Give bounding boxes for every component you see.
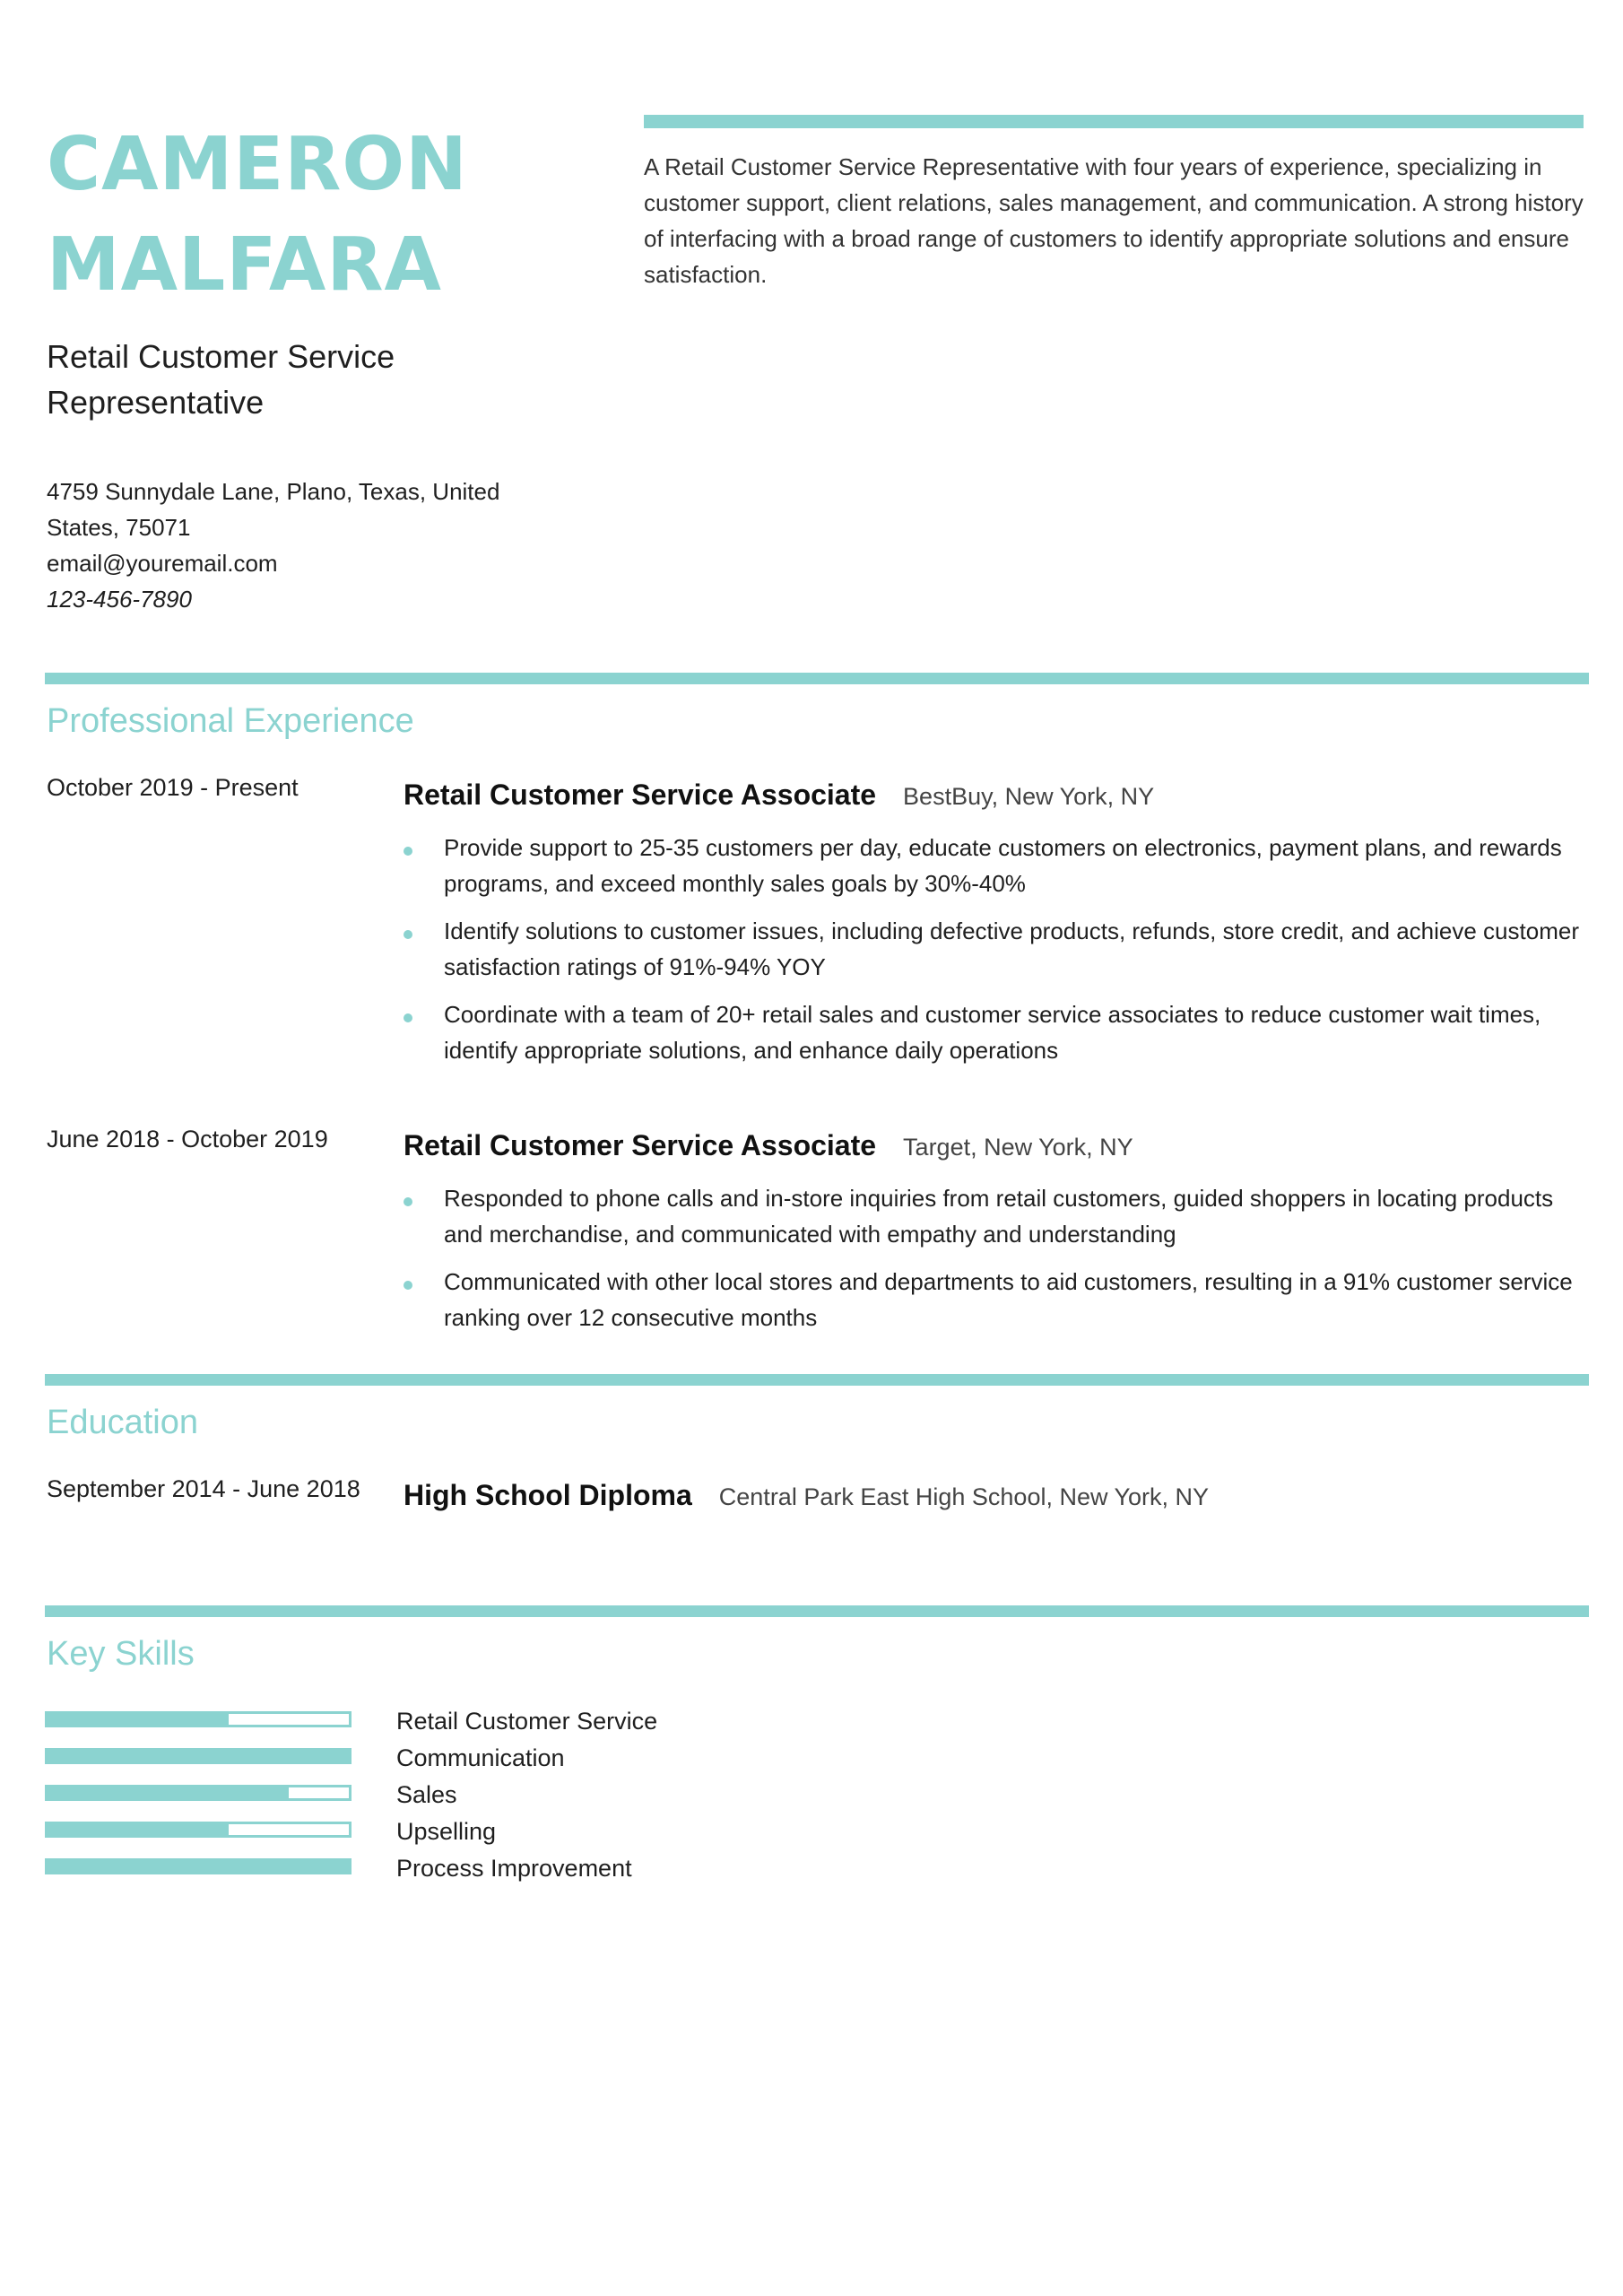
skills-list (45, 1703, 852, 1887)
skill-row (45, 1740, 852, 1777)
skill-level-bar (45, 1748, 352, 1764)
job-2-bullets (404, 1180, 1587, 1347)
skills-heading: Key Skills (47, 1635, 195, 1673)
bullet-dot-icon (404, 1197, 412, 1206)
list-item (404, 830, 1587, 901)
school: Central Park East High School, New York, NY (718, 1483, 1210, 1510)
skill-level-bar (45, 1858, 352, 1874)
education-date: September 2014 - June 2018 (47, 1475, 360, 1502)
bullet-text: Coordinate with a team of 20+ retail sales and customer service associates to reduce customer wait times, identify appropriate solutions, and enhance daily operations (444, 1001, 1541, 1064)
profile-summary: A Retail Customer Service Representative with four years of experience, specializing in customer support, client relations, sales management, and communication. A strong history of interfacing with a broad range of customers to identify appropriate solutions and ensure satisfaction. (644, 153, 1584, 288)
email: email@youremail.com (47, 550, 278, 577)
list-item (404, 996, 1587, 1068)
bullet-dot-icon (404, 847, 412, 856)
candidate-name (47, 115, 621, 316)
bullet-dot-icon (404, 1013, 412, 1022)
job-2-position: Retail Customer Service Associate (404, 1129, 877, 1161)
skill-name: Communication (396, 1744, 565, 1771)
skill-row (45, 1850, 852, 1887)
job-title: Retail Customer Service Representative (47, 338, 395, 421)
skill-level-fill (48, 1751, 349, 1761)
job-2-title (404, 1126, 1133, 1167)
education-title (404, 1475, 1209, 1517)
list-item (404, 913, 1587, 985)
skill-level-fill (48, 1824, 229, 1835)
skill-level-bar (45, 1711, 352, 1727)
address: 4759 Sunnydale Lane, Plano, Texas, United States, 75071 (47, 478, 500, 541)
bullet-text: Communicated with other local stores and departments to aid customers, resulting in a 91% customer service ranking over 12 consecutive months (444, 1268, 1573, 1331)
name-last: MALFARA (47, 222, 442, 308)
job-2-employer: Target, New York, NY (903, 1134, 1133, 1161)
list-item (404, 1264, 1587, 1335)
job-1-bullets (404, 830, 1587, 1080)
skill-level-fill (48, 1787, 289, 1798)
skill-level-fill (48, 1714, 229, 1725)
bullet-text: Identify solutions to customer issues, including defective products, refunds, store credit, and achieve customer satisfaction ratings of 91%-94% YOY (444, 918, 1579, 980)
list-item (404, 1180, 1587, 1252)
skill-row (45, 1703, 852, 1740)
job-1-title (404, 775, 1154, 816)
name-first: CAMERON (47, 122, 468, 207)
skills-divider (45, 1605, 1589, 1617)
education-heading: Education (47, 1404, 199, 1441)
phone: 123-456-7890 (47, 586, 192, 613)
skill-row (45, 1813, 852, 1850)
bullet-text: Provide support to 25-35 customers per day, educate customers on electronics, payment plans, and rewards programs, and exceed monthly sales goals by 30%-40% (444, 834, 1562, 897)
bullet-dot-icon (404, 930, 412, 939)
skill-level-bar (45, 1785, 352, 1801)
experience-divider (45, 673, 1589, 684)
bullet-dot-icon (404, 1281, 412, 1290)
job-1-employer: BestBuy, New York, NY (903, 783, 1155, 810)
experience-heading: Professional Experience (47, 702, 414, 740)
skill-name: Retail Customer Service (396, 1708, 658, 1735)
contact-info (47, 474, 549, 617)
skill-level-fill (48, 1861, 349, 1872)
skill-level-bar (45, 1822, 352, 1838)
degree: High School Diploma (404, 1479, 692, 1511)
job-1-position: Retail Customer Service Associate (404, 778, 877, 811)
summary-divider (644, 115, 1584, 128)
skill-row (45, 1777, 852, 1813)
bullet-text: Responded to phone calls and in-store inquiries from retail customers, guided shoppers in locating products and merchandise, and communicated with empathy and understanding (444, 1185, 1554, 1248)
skill-name: Upselling (396, 1818, 497, 1845)
education-divider (45, 1374, 1589, 1386)
skill-name: Sales (396, 1781, 457, 1808)
skill-name: Process Improvement (396, 1855, 632, 1882)
job-1-date: October 2019 - Present (47, 774, 299, 801)
job-2-date: June 2018 - October 2019 (47, 1126, 328, 1152)
